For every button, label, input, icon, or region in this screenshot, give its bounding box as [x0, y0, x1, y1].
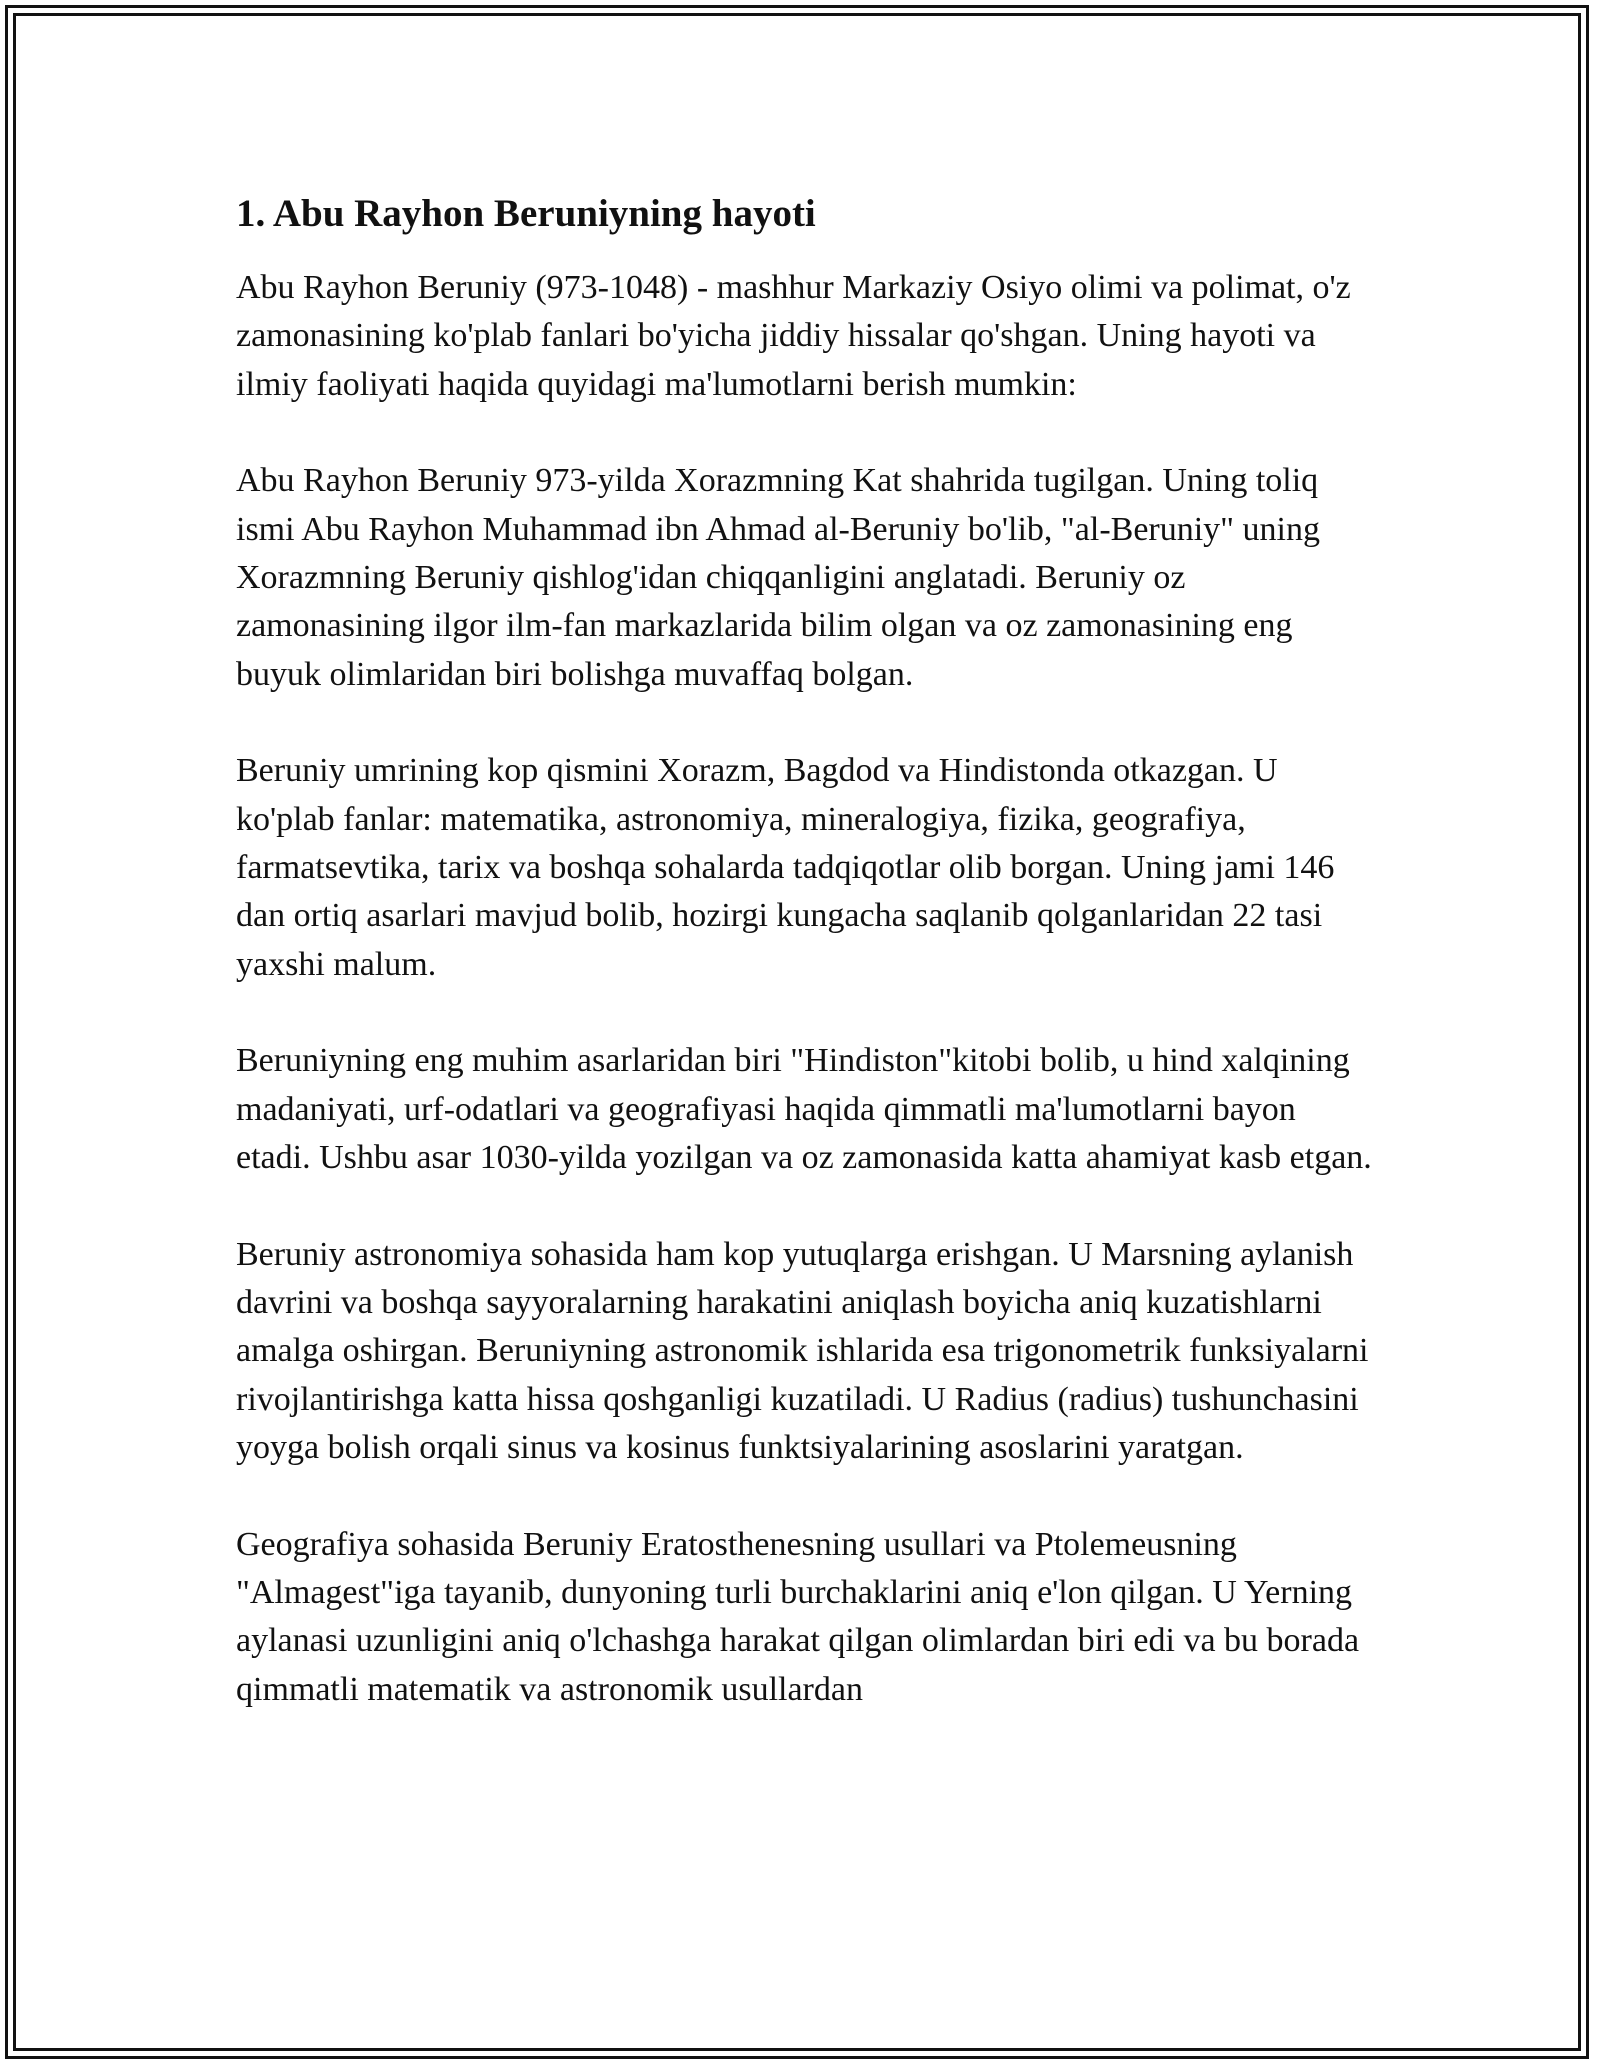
- paragraph-geography: Geografiya sohasida Beruniy Eratosthenesning usullari va Ptolemeusning "Almagest"iga tayanib, dunyoning turli burchaklarini aniq e'lon qilgan. U Yerning aylanasi uzunligini aniq o'lchashga harakat qilgan olimlardan biri edi va bu borada qimmatli matematik va astronomik usullardan: [236, 1525, 1360, 1708]
- paragraph-hindiston-book: Beruniyning eng muhim asarlaridan biri "Hindiston"kitobi bolib, u hind xalqining madaniyati, urf-odatlari va geografiyasi haqida qimmatli ma'lumotlarni bayon etadi. Ushbu asar 1030-yilda yozilgan va oz zamonasida katta ahamiyat kasb etgan.: [236, 1042, 1372, 1177]
- section-heading: 1. Abu Rayhon Beruniyning hayoti: [236, 192, 816, 235]
- paragraph-life-and-works: Beruniy umrining kop qismini Xorazm, Bagdod va Hindistonda otkazgan. U ko'plab fanlar: matematika, astronomiya, mineralogiya, fizika, geografiya, farmatsevtika, tarix va boshqa sohalarda tadqiqotlar olib borgan. Uning jami 146 dan ortiq asarlari mavjud bolib, hozirgi kungacha saqlanib qolganlaridan 22 tasi yaxshi malum.: [236, 752, 1335, 983]
- paragraph-intro: Abu Rayhon Beruniy (973-1048) - mashhur Markaziy Osiyo olimi va polimat, o'z zamonasining ko'plab fanlari bo'yicha jiddiy hissalar qo'shgan. Uning hayoti va ilmiy faoliyati haqida quyidagi ma'lumotlarni berish mumkin:: [236, 269, 1351, 403]
- paragraph-birth: Abu Rayhon Beruniy 973-yilda Xorazmning Kat shahrida tugilgan. Uning toliq ismi Abu Rayhon Muhammad ibn Ahmad al-Beruniy bo'lib, "al-Beruniy" uning Xorazmning Beruniy qishlog'idan chiqqanligini anglatadi. Beruniy oz zamonasining ilgor ilm-fan markazlarida bilim olgan va oz zamonasining eng buyuk olimlaridan biri bolishga muvaffaq bolgan.: [236, 462, 1320, 693]
- document-body: [236, 186, 1376, 1714]
- paragraph-astronomy: Beruniy astronomiya sohasida ham kop yutuqlarga erishgan. U Marsning aylanish davrini va boshqa sayyoralarning harakatini aniqlash boyicha aniq kuzatishlarni amalga oshirgan. Beruniyning astronomik ishlarida esa trigonometrik funksiyalarni rivojlantirishga katta hissa qoshganligi kuzatiladi. U Radius (radius) tushunchasini yoyga bolish orqali sinus va kosinus funktsiyalarining asoslarini yaratgan.: [236, 1235, 1369, 1467]
